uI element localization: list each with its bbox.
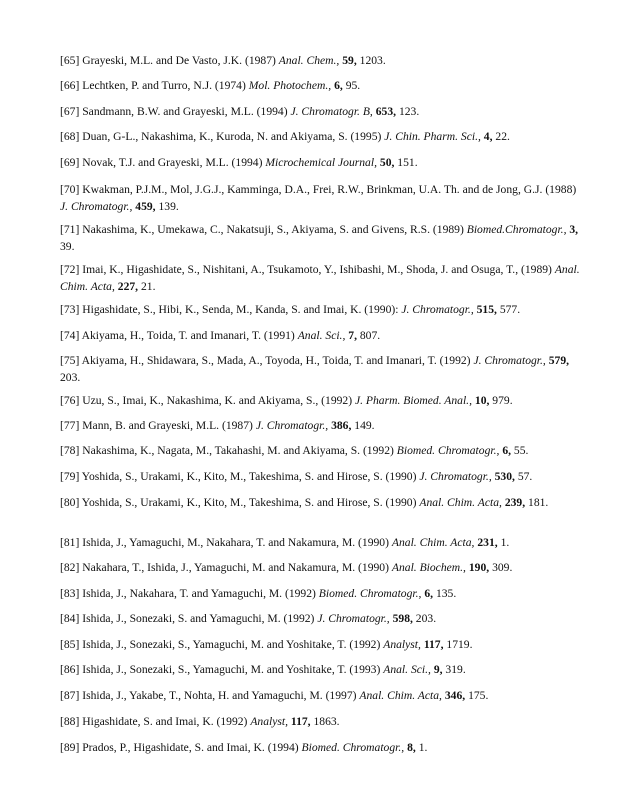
reference-journal: Anal. Biochem., — [391, 561, 466, 574]
reference-volume: 579, — [548, 354, 570, 367]
reference-page: 319. — [445, 663, 466, 676]
reference-page: 57. — [517, 470, 533, 483]
reference-page: 123. — [398, 105, 420, 118]
reference-entry — [60, 611, 580, 628]
reference-number: [82] — [60, 561, 80, 574]
reference-authors: Ishida, J., Yamaguchi, M., Nakahara, T. and Nakamura, M. (1990) — [82, 536, 389, 549]
reference-journal: Microchemical Journal, — [265, 156, 377, 169]
reference-journal: Anal. Chim. Acta, — [60, 263, 580, 293]
reference-volume: 346, — [444, 689, 466, 702]
reference-number: [65] — [60, 54, 80, 67]
reference-page: 309. — [492, 561, 513, 574]
reference-entry — [60, 469, 580, 486]
reference-journal: Biomed.Chromatogr., — [466, 223, 567, 236]
reference-authors: Akiyama, H., Shidawara, S., Mada, A., Toyoda, H., Toida, T. and Imanari, T. (1992) — [81, 354, 471, 367]
reference-authors: Sandmann, B.W. and Grayeski, M.L. (1994) — [82, 105, 288, 118]
reference-authors: Yoshida, S., Urakami, K., Kito, M., Takeshima, S. and Hirose, S. (1990) — [81, 496, 417, 509]
reference-entry — [60, 302, 580, 319]
reference-entry — [60, 53, 580, 70]
reference-number: [85] — [60, 638, 80, 651]
reference-page: 55. — [513, 444, 529, 457]
reference-number: [75] — [60, 354, 80, 367]
reference-authors: Uzu, S., Imai, K., Nakashima, K. and Akiyama, S., (1992) — [82, 394, 353, 407]
reference-authors: Nakashima, K., Nagata, M., Takahashi, M. and Akiyama, S. (1992) — [82, 444, 394, 457]
reference-entry — [60, 560, 580, 577]
reference-number: [70] — [60, 183, 80, 196]
reference-entry — [60, 662, 580, 679]
reference-authors: Prados, P., Higashidate, S. and Imai, K. (1994) — [82, 741, 299, 754]
reference-authors: Grayeski, M.L. and De Vasto, J.K. (1987) — [82, 54, 276, 67]
reference-authors: Ishida, J., Sonezaki, S., Yamaguchi, M. and Yoshitake, T. (1992) — [82, 638, 381, 651]
reference-authors: Mann, B. and Grayeski, M.L. (1987) — [82, 419, 253, 432]
reference-volume: 386, — [331, 419, 352, 432]
reference-volume: 117, — [290, 715, 311, 728]
reference-volume: 4, — [483, 130, 493, 143]
reference-journal: J. Chromatogr., — [419, 470, 492, 483]
reference-page: 1203. — [359, 54, 386, 67]
reference-authors: Lechtken, P. and Turro, N.J. (1974) — [82, 79, 246, 92]
reference-number: [76] — [60, 394, 80, 407]
reference-page: 577. — [499, 303, 521, 316]
reference-page: 1863. — [313, 715, 340, 728]
reference-number: [74] — [60, 329, 80, 342]
reference-authors: Yoshida, S., Urakami, K., Kito, M., Takeshima, S. and Hirose, S. (1990) — [81, 470, 417, 483]
reference-page: 1. — [500, 536, 510, 549]
reference-journal: Biomed. Chromatogr., — [396, 444, 500, 457]
reference-number: [73] — [60, 303, 80, 316]
reference-journal: J. Chromatogr., — [255, 419, 329, 432]
reference-authors: Kwakman, P.J.M., Mol, J.G.J., Kamminga, D.A., Frei, R.W., Brinkman, U.A. Th. and de Jong, G.J. (1988) — [82, 183, 577, 196]
reference-volume: 227, — [117, 279, 139, 293]
reference-page: 21. — [140, 279, 156, 293]
reference-authors: Ishida, J., Yakabe, T., Nohta, H. and Yamaguchi, M. (1997) — [82, 689, 357, 702]
reference-entry — [60, 328, 580, 345]
reference-authors: Ishida, J., Nakahara, T. and Yamaguchi, M. (1992) — [82, 587, 316, 600]
reference-number: [66] — [60, 79, 80, 92]
reference-number: [78] — [60, 444, 80, 457]
reference-number: [88] — [60, 715, 80, 728]
reference-volume: 6, — [502, 444, 512, 457]
reference-volume: 59, — [342, 54, 357, 67]
reference-volume: 8, — [407, 741, 416, 754]
reference-page: 1719. — [446, 638, 473, 651]
reference-authors: Nakashima, K., Umekawa, C., Nakatsuji, S., Akiyama, S. and Givens, R.S. (1989) — [82, 223, 464, 236]
reference-journal: J. Chromatogr., — [473, 354, 546, 367]
reference-number: [79] — [60, 470, 80, 483]
reference-number: [86] — [60, 663, 80, 676]
reference-entry — [60, 586, 580, 603]
reference-page: 979. — [492, 394, 513, 407]
reference-journal: J. Chin. Pharm. Sci., — [384, 130, 481, 143]
reference-entry — [60, 78, 580, 95]
reference-page: 203. — [60, 370, 81, 384]
reference-entry — [60, 443, 580, 460]
reference-journal: J. Pharm. Biomed. Anal., — [354, 394, 472, 407]
reference-number: [87] — [60, 689, 80, 702]
reference-page: 22. — [495, 130, 510, 143]
reference-number: [89] — [60, 741, 80, 754]
reference-number: [71] — [60, 223, 80, 236]
reference-volume: 598, — [392, 612, 413, 625]
reference-entry — [60, 104, 580, 121]
reference-entry — [60, 740, 580, 757]
reference-number: [84] — [60, 612, 80, 625]
reference-journal: J. Chromatogr. B, — [290, 105, 373, 118]
reference-entry — [60, 262, 580, 295]
reference-journal: J. Chromatogr., — [60, 199, 133, 213]
reference-page: 175. — [468, 689, 489, 702]
reference-journal: Anal. Chim. Acta, — [391, 536, 475, 549]
reference-number: [77] — [60, 419, 80, 432]
reference-volume: 231, — [477, 536, 498, 549]
reference-volume: 117, — [423, 638, 444, 651]
reference-page: 807. — [359, 329, 381, 342]
reference-volume: 50, — [379, 156, 395, 169]
reference-page: 95. — [345, 79, 361, 92]
reference-number: [80] — [60, 496, 80, 509]
reference-journal: Analyst, — [383, 638, 421, 651]
reference-journal: Analyst, — [250, 715, 289, 728]
reference-entry — [60, 182, 580, 215]
reference-volume: 459, — [135, 199, 156, 213]
reference-volume: 653, — [375, 105, 397, 118]
reference-journal: J. Chromatogr., — [401, 303, 474, 316]
reference-number: [72] — [60, 263, 80, 276]
reference-number: [81] — [60, 536, 80, 549]
reference-authors: Akiyama, H., Toida, T. and Imanari, T. (1991) — [81, 329, 295, 342]
reference-entry — [60, 688, 580, 705]
reference-journal: Anal. Chim. Acta, — [419, 496, 502, 509]
reference-entry — [60, 222, 580, 255]
reference-authors: Novak, T.J. and Grayeski, M.L. (1994) — [82, 156, 263, 169]
reference-entry — [60, 637, 580, 654]
reference-journal: Mol. Photochem., — [248, 79, 332, 92]
reference-entry — [60, 393, 580, 410]
reference-authors: Ishida, J., Sonezaki, S. and Yamaguchi, M. (1992) — [82, 612, 315, 625]
reference-authors: Duan, G-L., Nakashima, K., Kuroda, N. and Akiyama, S. (1995) — [82, 130, 382, 143]
reference-page: 1. — [418, 741, 428, 754]
reference-journal: Biomed. Chromatogr., — [318, 587, 422, 600]
reference-volume: 190, — [468, 561, 490, 574]
reference-volume: 530, — [494, 470, 515, 483]
reference-entry — [60, 155, 580, 172]
reference-volume: 239, — [504, 496, 526, 509]
reference-page: 151. — [397, 156, 418, 169]
reference-volume: 9, — [433, 663, 443, 676]
reference-volume: 3, — [569, 223, 579, 236]
reference-number: [69] — [60, 156, 80, 169]
reference-journal: Anal. Sci., — [383, 663, 431, 676]
reference-journal: Anal. Chem., — [278, 54, 340, 67]
reference-journal: J. Chromatogr., — [317, 612, 390, 625]
reference-volume: 6, — [334, 79, 343, 92]
reference-entry — [60, 353, 580, 386]
reference-entry — [60, 714, 580, 731]
reference-entry — [60, 535, 580, 552]
reference-authors: Nakahara, T., Ishida, J., Yamaguchi, M. and Nakamura, M. (1990) — [82, 561, 389, 574]
reference-volume: 10, — [474, 394, 490, 407]
reference-authors: Ishida, J., Sonezaki, S., Yamaguchi, M. and Yoshitake, T. (1993) — [82, 663, 381, 676]
reference-number: [83] — [60, 587, 80, 600]
reference-entry — [60, 418, 580, 435]
reference-volume: 6, — [424, 587, 434, 600]
reference-entry — [60, 495, 580, 512]
reference-authors: Higashidate, S. and Imai, K. (1992) — [82, 715, 248, 728]
reference-volume: 7, — [348, 329, 357, 342]
reference-page: 139. — [158, 199, 179, 213]
reference-authors: Imai, K., Higashidate, S., Nishitani, A., Tsukamoto, Y., Ishibashi, M., Shoda, J. and Osuga, T., (1989) — [82, 263, 552, 276]
reference-number: [67] — [60, 105, 80, 118]
reference-page: 149. — [354, 419, 375, 432]
reference-journal: Anal. Chim. Acta, — [359, 689, 442, 702]
reference-number: [68] — [60, 130, 80, 143]
reference-entry — [60, 129, 580, 146]
reference-journal: Anal. Sci., — [297, 329, 346, 342]
reference-page: 181. — [528, 496, 549, 509]
reference-journal: Biomed. Chromatogr., — [301, 741, 405, 754]
reference-page: 39. — [60, 239, 75, 253]
reference-page: 135. — [435, 587, 457, 600]
reference-authors: Higashidate, S., Hibi, K., Senda, M., Kanda, S. and Imai, K. (1990): — [82, 303, 399, 316]
reference-volume: 515, — [476, 303, 497, 316]
reference-page: 203. — [415, 612, 437, 625]
